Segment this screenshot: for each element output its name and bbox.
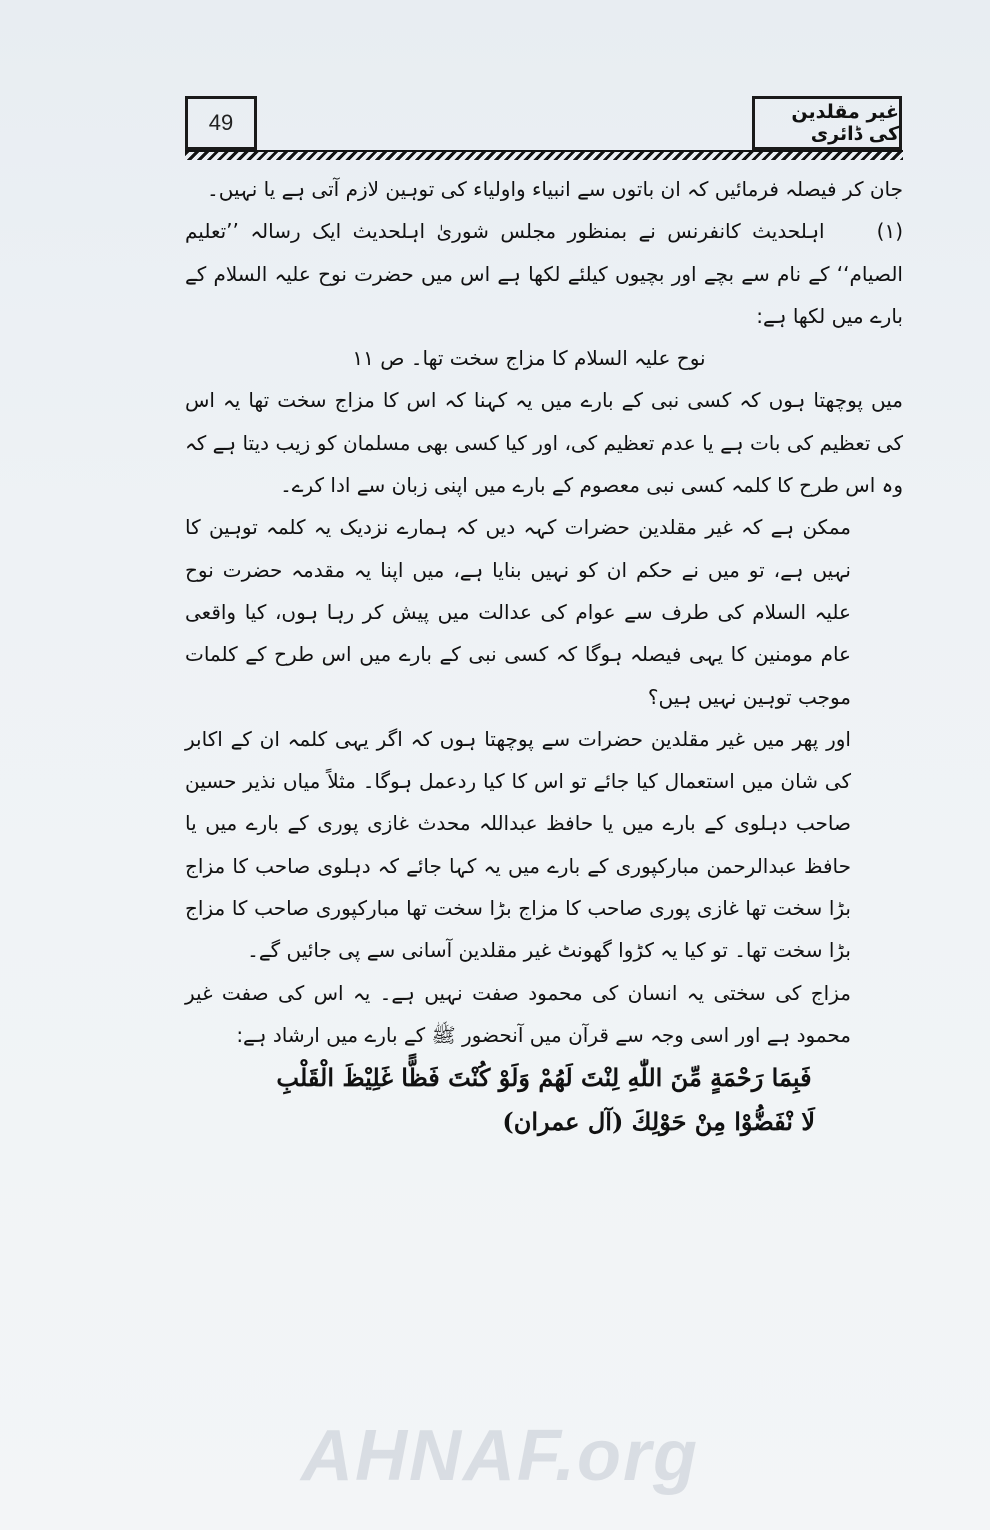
watermark: AHNAF.org (301, 1416, 699, 1496)
quran-verse-line-1: فَبِمَا رَحْمَةٍ مِّنَ اللّٰهِ لِنْتَ لَهُمْ وَلَوْ كُنْتَ فَظًّا غَلِيْظَ الْقَلْبِ (276, 1063, 812, 1093)
paragraph-2-text: اہلحدیث کانفرنس نے بمنظور مجلس شوریٰ اہلحدیث ایک رسالہ ’’تعلیم الصیام‘‘ کے نام سے بچے اور بچیوں کیلئے لکھا ہے اس میں حضرت نوح علیہ السلام کے بارے میں لکھا ہے: (185, 219, 903, 328)
paragraph-4: ممکن ہے کہ غیر مقلدین حضرات کہہ دیں کہ ہمارے نزدیک یہ کلمہ توہین کا نہیں ہے، تو میں نے حکم ان کو نہیں بنایا ہے، میں اپنا یہ مقدمہ حضرت نوح علیہ السلام کی طرف سے عوام کی عدالت میں پیش کر رہا ہوں، کیا واقعی عام مومنین کا یہی فیصلہ ہوگا کہ کسی نبی کے بارے میں اس طرح کے کلمات موجب توہین نہیں ہیں؟ (185, 515, 851, 709)
paragraph-6: مزاج کی سختی یہ انسان کی محمود صفت نہیں ہے۔ یہ اس کی صفت غیر محمود ہے اور اسی وجہ سے قرآن میں آنحضور ﷺ کے بارے میں ارشاد ہے: (185, 980, 851, 1047)
quote-line: نوح علیہ السلام کا مزاج سخت تھا۔ ص ۱۱ (352, 346, 706, 371)
page-number: 49 (185, 96, 257, 150)
page-body (185, 168, 903, 1144)
header-rule (185, 150, 903, 160)
paragraph-3: میں پوچھتا ہوں کہ کسی نبی کے بارے میں یہ کہنا کہ اس کا مزاج سخت تھا یہ اس کی تعظیم کی بات ہے یا عدم تعظیم کی، اور کیا کسی بھی مسلمان کو زیب دیتا ہے کہ وہ اس طرح کا کلمہ کسی نبی معصوم کے بارے میں اپنی زبان سے ادا کرے۔ (185, 388, 903, 498)
list-number: (۱) (876, 219, 903, 244)
running-title: غیر مقلدین کی ڈائری (752, 96, 902, 150)
paragraph-2 (185, 210, 903, 337)
paragraph-1: جان کر فیصلہ فرمائیں کہ ان باتوں سے انبیاء واولیاء کی توہین لازم آتی ہے یا نہیں۔ (207, 177, 903, 201)
quran-verse-line-2: لَا نْفَضُّوْا مِنْ حَوْلِكَ (آل عمران) (502, 1107, 815, 1137)
paragraph-5: اور پھر میں غیر مقلدین حضرات سے پوچھتا ہوں کہ اگر یہی کلمہ ان کے اکابر کی شان میں استعمال کیا جائے تو اس کا کیا ردعمل ہوگا۔ مثلاً میاں نذیر حسین صاحب دہلوی کے بارے میں یا حافظ عبداللہ محدث غازی پوری کے بارے میں یا حافظ عبدالرحمن مبارکپوری کے بارے میں یہ کہا جائے کہ دہلوی صاحب کا مزاج بڑا سخت تھا غازی پوری صاحب کا مزاج بڑا سخت تھا مبارکپوری صاحب کا مزاج بڑا سخت تھا۔ تو کیا یہ کڑوا گھونٹ غیر مقلدین آسانی سے پی جائیں گے۔ (185, 726, 851, 963)
